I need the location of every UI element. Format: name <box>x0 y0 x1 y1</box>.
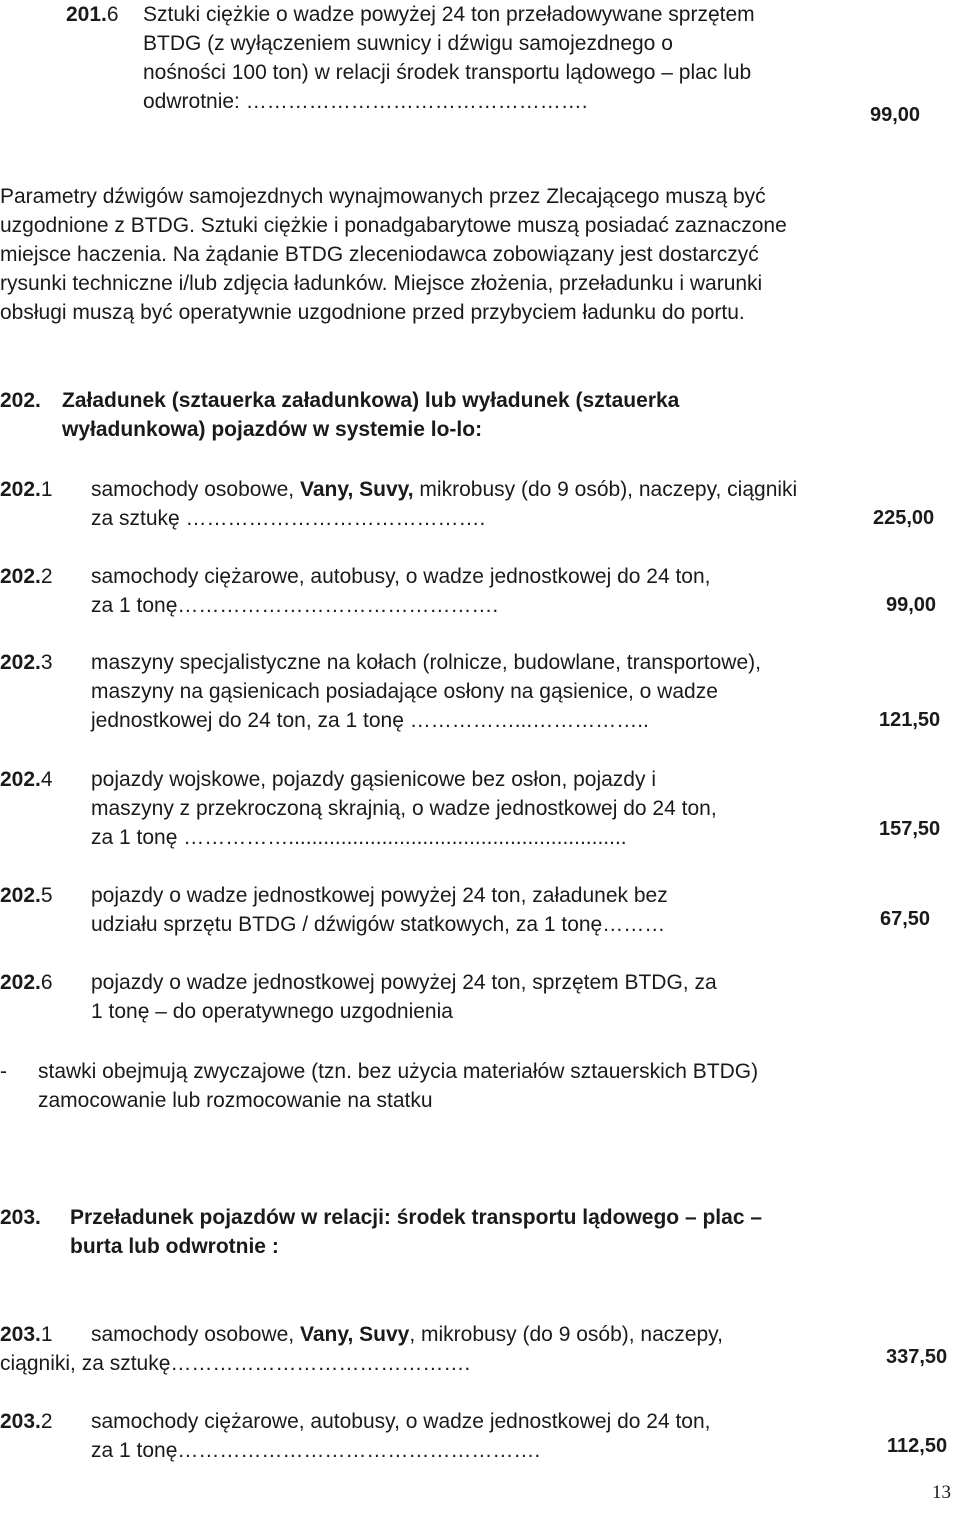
text-line: Sztuki ciężkie o wadze powyżej 24 ton przeładowywane sprzętem <box>143 3 755 26</box>
section-201-6-number <box>66 0 119 29</box>
item-202-4-text <box>91 765 717 852</box>
note-text <box>38 1057 758 1115</box>
price-203-1: 337,50 <box>886 1346 948 1368</box>
number-suffix: 1 <box>40 478 53 501</box>
text-part: samochody osobowe, <box>91 478 300 501</box>
text-line: zamocowanie lub rozmocowanie na statku <box>38 1089 433 1112</box>
text-line: za 1 tonę …………….......................................................... <box>91 826 627 849</box>
heading-line: burta lub odwrotnie : <box>70 1235 279 1258</box>
text-line: rysunki techniczne i/lub zdjęcia ładunków. Miejsce złożenia, przeładunku i warunki <box>0 272 763 295</box>
item-202-3-number <box>0 648 53 677</box>
item-202-4-number <box>0 765 53 794</box>
price-202-5: 67,50 <box>880 908 931 930</box>
heading-line: Załadunek (sztauerka załadunkowa) lub wyładunek (sztauerka <box>62 389 680 412</box>
number-suffix: 3 <box>40 651 53 674</box>
text-line: miejsce haczenia. Na żądanie BTDG zleceniodawca zobowiązany jest dostarczyć <box>0 243 759 266</box>
number-suffix: 2 <box>40 1410 53 1433</box>
section-202-number: 202. <box>0 389 41 412</box>
number-bold-part: 202. <box>0 565 41 588</box>
number-bold-part: 201. <box>66 3 107 26</box>
number-suffix: 5 <box>40 884 53 907</box>
price-202-2: 99,00 <box>886 594 937 616</box>
item-202-5-text <box>91 881 668 939</box>
item-202-3-text <box>91 648 761 735</box>
number-bold-part: 202. <box>0 768 41 791</box>
text-line: maszyny z przekroczoną skrajnią, o wadze jednostkowej do 24 ton, <box>91 797 717 820</box>
text-line: samochody ciężarowe, autobusy, o wadze jednostkowej do 24 ton, <box>91 1410 711 1433</box>
item-202-6-number <box>0 968 53 997</box>
page-number: 13 <box>932 1482 951 1503</box>
text-line: za 1 tonę……………………………………………. <box>91 1439 541 1462</box>
text-line: maszyny na gąsienicach posiadające osłony na gąsienice, o wadze <box>91 680 718 703</box>
text-bold-part: Vany, Suvy, <box>299 478 414 501</box>
section-202-heading <box>62 386 679 444</box>
item-202-5-number <box>0 881 53 910</box>
price-202-1: 225,00 <box>873 507 935 529</box>
item-202-1-number <box>0 475 53 504</box>
number-suffix: 2 <box>40 565 53 588</box>
text-line: BTDG (z wyłączeniem suwnicy i dźwigu samojezdnego o <box>143 32 673 55</box>
number-suffix: 1 <box>40 1323 53 1346</box>
text-part: , mikrobusy (do 9 osób), naczepy, <box>409 1323 723 1346</box>
text-line: Parametry dźwigów samojezdnych wynajmowanych przez Zlecającego muszą być <box>0 185 766 208</box>
text-line: 1 tonę – do operatywnego uzgodnienia <box>91 1000 453 1023</box>
text-line: odwrotnie: …………………………………………. <box>143 90 588 113</box>
number-bold-part: 202. <box>0 651 41 674</box>
item-202-2-text <box>91 562 710 620</box>
item-203-2-text <box>91 1407 710 1465</box>
price-203-2: 112,50 <box>887 1435 948 1457</box>
section-201-6-text <box>143 0 755 116</box>
text-line: za sztukę ……………………………………. <box>91 507 486 530</box>
price-202-3: 121,50 <box>879 709 941 731</box>
text-line: udziału sprzętu BTDG / dźwigów statkowych, za 1 tonę……… <box>91 913 666 936</box>
text-part: samochody osobowe, <box>91 1323 300 1346</box>
text-line: jednostkowej do 24 ton, za 1 tonę ……………...…………….. <box>91 709 649 732</box>
item-203-1-text-line1 <box>91 1320 723 1349</box>
item-203-1-number <box>0 1320 53 1349</box>
parameters-paragraph <box>0 182 787 327</box>
text-line <box>91 475 797 504</box>
text-line: pojazdy o wadze jednostkowej powyżej 24 ton, sprzętem BTDG, za <box>91 971 717 994</box>
text-line: za 1 tonę………………………………………. <box>91 594 499 617</box>
heading-line: wyładunkowa) pojazdów w systemie lo-lo: <box>62 418 483 441</box>
section-203-number: 203. <box>0 1206 41 1229</box>
note-dash: - <box>0 1060 7 1083</box>
text-line: stawki obejmują zwyczajowe (tzn. bez użycia materiałów sztauerskich BTDG) <box>38 1060 759 1083</box>
text-part: mikrobusy (do 9 osób), naczepy, ciągniki <box>413 478 798 501</box>
price-201-6: 99,00 <box>870 104 921 126</box>
item-202-2-number <box>0 562 53 591</box>
item-202-1-text <box>91 475 797 533</box>
number-suffix: 6 <box>106 3 119 26</box>
number-bold-part: 203. <box>0 1323 41 1346</box>
text-line: nośności 100 ton) w relacji środek transportu lądowego – plac lub <box>143 61 752 84</box>
text-bold-part: Vany, Suvy <box>299 1323 410 1346</box>
number-bold-part: 203. <box>0 1410 41 1433</box>
number-bold-part: 202. <box>0 884 41 907</box>
number-suffix: 4 <box>40 768 53 791</box>
text-line: obsługi muszą być operatywnie uzgodnione przed przybyciem ładunku do portu. <box>0 301 745 324</box>
item-202-6-text <box>91 968 717 1026</box>
text-line: maszyny specjalistyczne na kołach (rolnicze, budowlane, transportowe), <box>91 651 761 674</box>
number-bold-part: 202. <box>0 478 41 501</box>
number-bold-part: 202. <box>0 971 41 994</box>
text-line: pojazdy wojskowe, pojazdy gąsienicowe bez osłon, pojazdy i <box>91 768 656 791</box>
item-203-1-text-line2: ciągniki, za sztukę……………………………………. <box>0 1352 471 1375</box>
text-line: pojazdy o wadze jednostkowej powyżej 24 ton, załadunek bez <box>91 884 668 907</box>
item-203-2-number <box>0 1407 53 1436</box>
heading-line: Przeładunek pojazdów w relacji: środek transportu lądowego – plac – <box>70 1206 763 1229</box>
text-line: samochody ciężarowe, autobusy, o wadze jednostkowej do 24 ton, <box>91 565 711 588</box>
price-202-4: 157,50 <box>879 818 941 840</box>
section-203-heading <box>70 1203 762 1261</box>
number-suffix: 6 <box>40 971 53 994</box>
text-line: uzgodnione z BTDG. Sztuki ciężkie i ponadgabarytowe muszą posiadać zaznaczone <box>0 214 787 237</box>
